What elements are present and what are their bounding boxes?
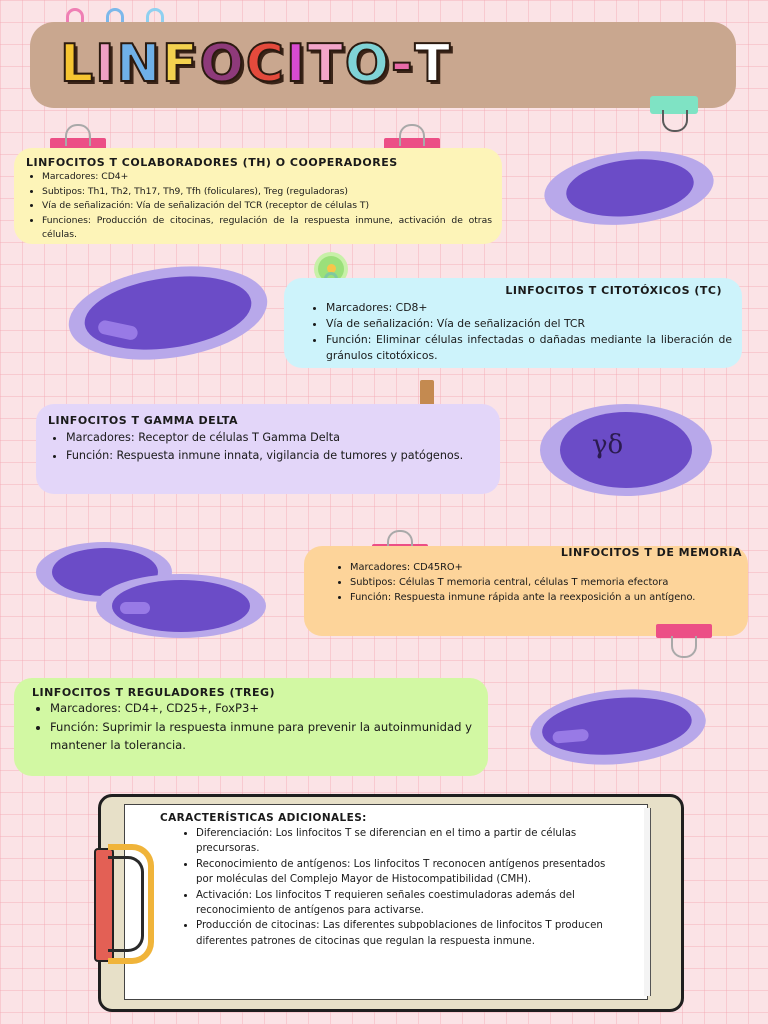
list-item: • Producción de citocinas: Las diferentes subpoblaciones de linfocitos T producen diferentes patrones de citocinas que regulan la respuesta inmune. xyxy=(196,918,620,949)
tc-list xyxy=(308,300,732,364)
treg-title: LINFOCITOS T REGULADORES (TREG) xyxy=(32,686,276,699)
page-title xyxy=(60,34,740,94)
extra-card xyxy=(160,812,620,998)
title-letter: F xyxy=(162,34,198,94)
binder-clip-wire xyxy=(671,636,697,658)
title-letter: L xyxy=(60,34,94,94)
gd-card xyxy=(36,404,500,494)
title-letter: T xyxy=(414,34,451,94)
clipboard-paper-edge xyxy=(644,808,651,996)
tc-title: LINFOCITOS T CITOTÓXICOS (TC) xyxy=(505,284,722,297)
th-card xyxy=(14,148,502,244)
clip-ring-inner-icon xyxy=(108,856,144,952)
memory-card xyxy=(304,546,748,636)
list-item: • Marcadores: CD45RO+ xyxy=(350,561,722,576)
list-item: • Marcadores: CD8+ xyxy=(326,300,732,316)
list-item: • Marcadores: Receptor de células T Gamma Delta xyxy=(66,429,490,447)
title-letter: T xyxy=(307,34,343,94)
memory-title: LINFOCITOS T DE MEMORIA xyxy=(560,546,742,559)
list-item: • Reconocimiento de antígenos: Los linfocitos T reconocen antígenos presentados por moléculas del Complejo Mayor de Histocompatibilidad (CMH). xyxy=(196,857,620,888)
th-list xyxy=(24,170,492,243)
treg-list xyxy=(32,699,472,755)
list-item: • Diferenciación: Los linfocitos T se diferencian en el timo a partir de células precursoras. xyxy=(196,826,620,857)
list-item: • Marcadores: CD4+, CD25+, FoxP3+ xyxy=(50,699,472,718)
tc-card xyxy=(284,278,742,368)
list-item: • Función: Eliminar células infectadas o dañadas mediante la liberación de gránulos citotóxicos. xyxy=(326,332,732,364)
cell-icon xyxy=(96,574,266,638)
list-item: • Función: Respuesta inmune innata, vigilancia de tumores y patógenos. xyxy=(66,447,490,465)
title-letter: N xyxy=(116,34,161,94)
binder-clip-wire xyxy=(662,110,688,132)
title-letter: I xyxy=(95,34,115,94)
title-letter: I xyxy=(285,34,306,94)
cell-icon xyxy=(63,255,274,372)
binder-clip-wire xyxy=(399,124,425,146)
gamma-delta-label: γδ xyxy=(592,430,624,460)
title-letter: C xyxy=(245,34,284,94)
list-item: • Marcadores: CD4+ xyxy=(42,170,492,185)
list-item: • Subtipos: Células T memoria central, células T memoria efectora xyxy=(350,576,722,591)
list-item: • Activación: Los linfocitos T requieren señales coestimuladoras además del reconocimiento de antígenos para activarse. xyxy=(196,888,620,919)
cell-icon xyxy=(541,143,718,232)
title-letter: O xyxy=(344,34,390,94)
list-item: • Subtipos: Th1, Th2, Th17, Th9, Tfh (foliculares), Treg (reguladoras) xyxy=(42,185,492,200)
memory-list xyxy=(332,561,722,605)
gd-list xyxy=(48,429,490,465)
list-item: • Funciones: Producción de citocinas, regulación de la respuesta inmune, activación de otras células. xyxy=(42,214,492,243)
gd-title: LINFOCITOS T GAMMA DELTA xyxy=(48,414,239,427)
list-item: • Función: Respuesta inmune rápida ante la reexposición a un antígeno. xyxy=(350,591,722,606)
title-letter: - xyxy=(391,34,413,94)
gamma-delta-cell-icon xyxy=(540,404,712,496)
list-item: • Vía de señalización: Vía de señalización del TCR (receptor de células T) xyxy=(42,199,492,214)
list-item: • Vía de señalización: Vía de señalización del TCR xyxy=(326,316,732,332)
cell-icon xyxy=(527,682,709,771)
extra-list xyxy=(160,826,620,949)
treg-card xyxy=(14,678,488,776)
binder-clip-wire xyxy=(65,124,91,146)
list-item: • Función: Suprimir la respuesta inmune para prevenir la autoinmunidad y mantener la tolerancia. xyxy=(50,718,472,755)
extra-title: CARACTERÍSTICAS ADICIONALES: xyxy=(160,812,367,824)
title-letter: O xyxy=(199,34,244,94)
th-title: LINFOCITOS T COLABORADORES (TH) O COOPERADORES xyxy=(26,156,398,169)
